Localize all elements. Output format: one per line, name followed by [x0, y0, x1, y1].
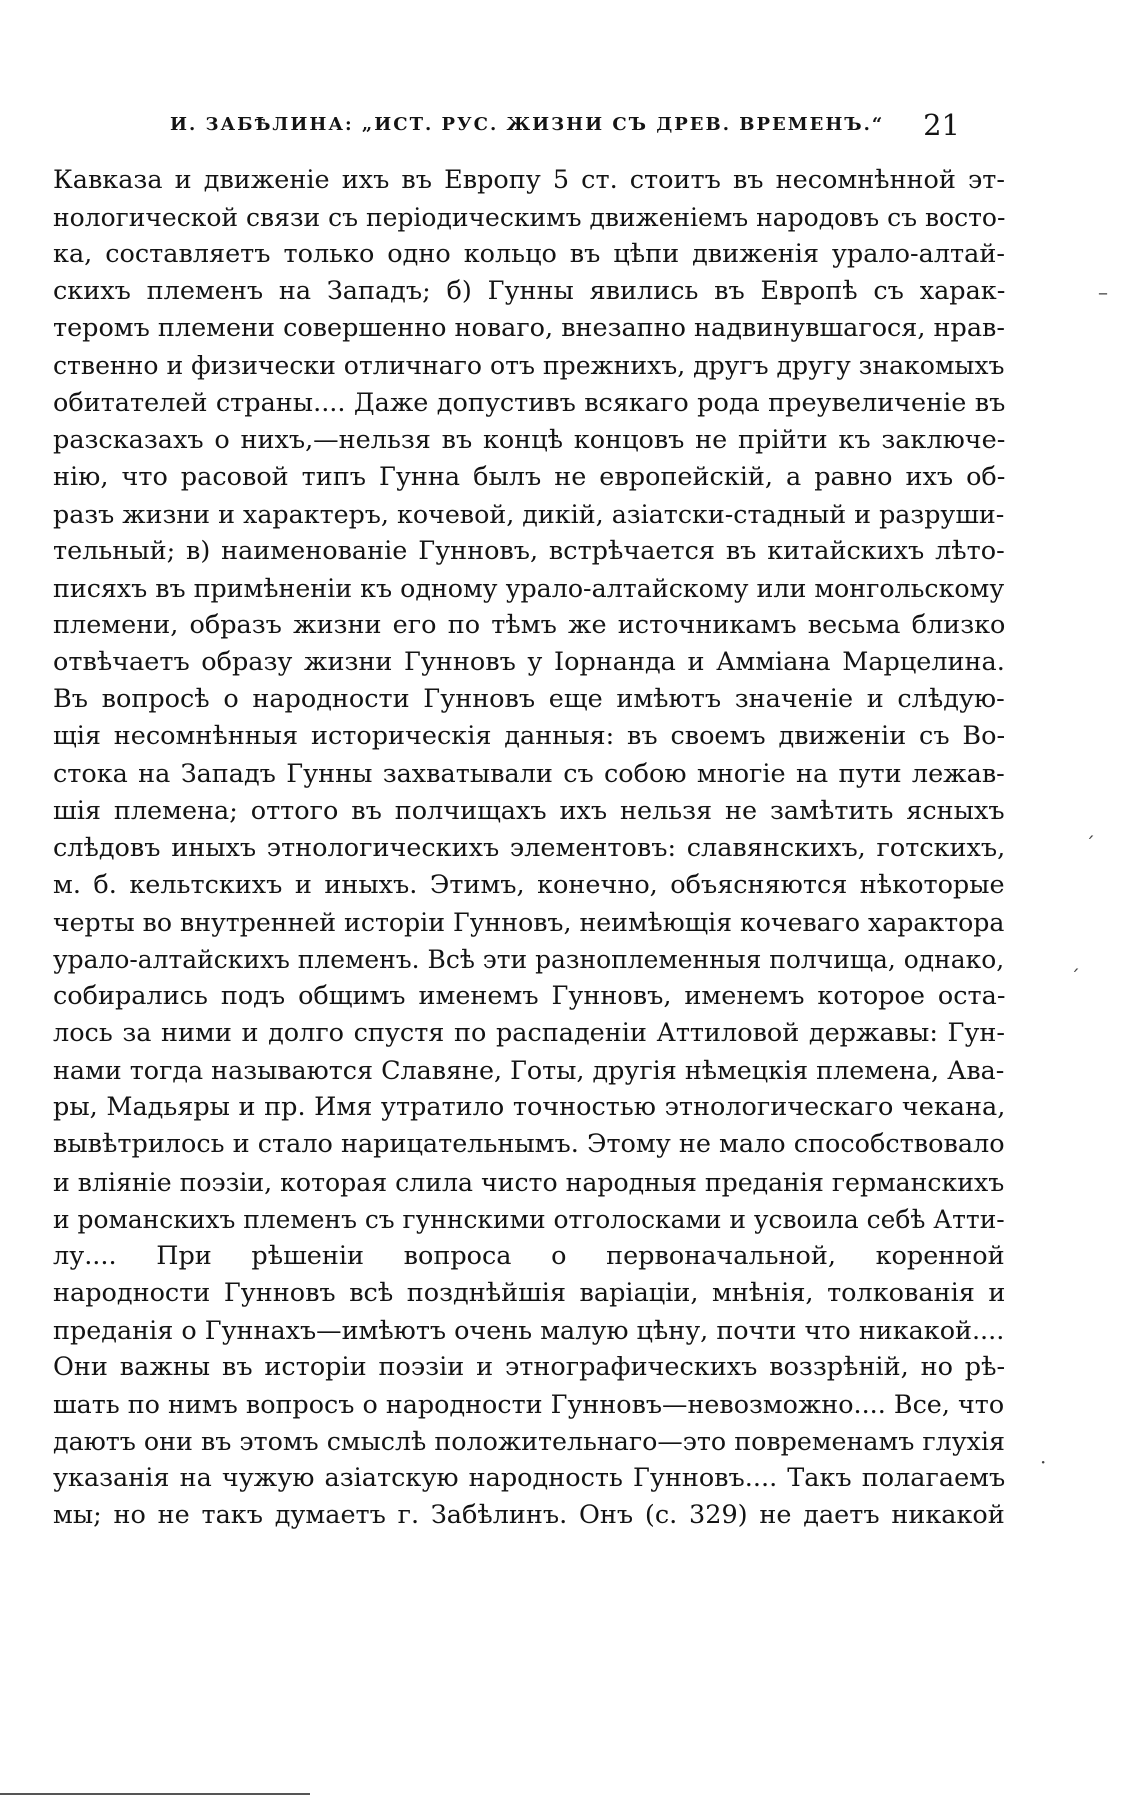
text-line: нологической связи съ періодическимъ движеніемъ народовъ съ восто-: [53, 203, 1006, 233]
text-line: Кавказа и движеніе ихъ въ Европу 5 ст. стоитъ въ несомнѣнной эт-: [53, 165, 1006, 195]
text-line: ка, составляетъ только одно кольцо въ цѣпи движенія урало-алтай-: [53, 239, 1005, 270]
text-line: урало-алтайскихъ племенъ. Всѣ эти разноплеменныя полчища, однако,: [53, 944, 1005, 974]
text-line: слѣдовъ иныхъ этнологическихъ элементовъ: славянскихъ, готскихъ,: [53, 832, 1006, 863]
text-line: щія несомнѣнныя историческія данныя: въ своемъ движеніи съ Во-: [53, 721, 1006, 752]
margin-mark: ˊ: [1085, 832, 1095, 856]
page-body: [53, 162, 1005, 1534]
text-line: мы; но не такъ думаетъ г. Забѣлинъ. Онъ (с. 329) не даетъ никакой: [53, 1500, 1005, 1531]
text-line: отвѣчаетъ образу жизни Гунновъ у Іорнанда и Амміана Марцелина.: [53, 647, 1005, 678]
text-line: даютъ они въ этомъ смыслѣ положительнаго—это повременамъ глухія: [53, 1426, 1005, 1457]
margin-mark: ·: [1040, 1450, 1047, 1474]
text-line: и вліяніе поэзіи, которая слила чисто народныя преданія германскихъ: [53, 1167, 1005, 1197]
text-line: стока на Западъ Гунны захватывали съ собою многіе на пути лежав-: [53, 758, 1005, 789]
text-line: племени, образъ жизни его по тѣмъ же источникамъ весьма близко: [53, 610, 1006, 641]
text-line: тельный; в) наименованіе Гунновъ, встрѣчается въ китайскихъ лѣто-: [53, 535, 1005, 566]
text-line: вывѣтрилось и стало нарицательнымъ. Этому не мало способствовало: [53, 1129, 1005, 1160]
text-line: Они важны въ исторіи поэзіи и этнографическихъ воззрѣній, но рѣ-: [53, 1352, 1006, 1382]
page-edge-rule: [0, 1793, 310, 1795]
running-title: И. ЗАБѢЛИНА: „ИСТ. РУС. ЖИЗНИ СЪ ДРЕВ. ВРЕМЕНЪ.“: [170, 114, 885, 135]
text-line: м. б. кельтскихъ и иныхъ. Этимъ, конечно, объясняются нѣкоторые: [53, 869, 1005, 900]
text-line: собирались подъ общимъ именемъ Гунновъ, именемъ которое оста-: [53, 981, 1006, 1012]
text-line: писяхъ въ примѣненіи къ одному урало-алтайскому или монгольскому: [53, 574, 1005, 604]
text-line: лу.... При рѣшеніи вопроса о первоначальной, коренной: [53, 1240, 1005, 1271]
text-line: черты во внутренней исторіи Гунновъ, неимѣющія кочеваго характора: [53, 907, 1005, 937]
text-line: обитателей страны.... Даже допустивъ всякаго рода преувеличеніе въ: [53, 387, 1006, 418]
text-line: ственно и физически отличнаго отъ прежнихъ, другъ другу знакомыхъ: [53, 351, 1005, 381]
text-line: и романскихъ племенъ съ гуннскими отголосками и усвоила себѣ Атти-: [53, 1204, 1005, 1234]
margin-mark: –: [1098, 280, 1108, 304]
text-line: нію, что расовой типъ Гунна былъ не европейскій, а равно ихъ об-: [53, 461, 1006, 492]
text-line: ры, Мадьяры и пр. Имя утратило точностью этнологическаго чекана,: [53, 1092, 1006, 1123]
text-line: теромъ племени совершенно новаго, внезапно надвинувшагося, нрав-: [53, 313, 1005, 344]
running-header: [170, 108, 960, 148]
page-number: 21: [923, 108, 960, 142]
text-line: лось за ними и долго спустя по распаденіи Аттиловой державы: Гун-: [53, 1018, 1006, 1049]
text-line: народности Гунновъ всѣ позднѣйшія варіаціи, мнѣнія, толкованія и: [53, 1277, 1006, 1308]
text-line: нами тогда называются Славяне, Готы, другія нѣмецкія племена, Ава-: [53, 1055, 1005, 1086]
text-line: шать по нимъ вопросъ о народности Гунновъ—невозможно.... Все, что: [53, 1389, 1005, 1420]
text-line: разъ жизни и характеръ, кочевой, дикій, азіатски-стадный и разруши-: [53, 498, 1005, 529]
text-line: преданія о Гуннахъ—имѣютъ очень малую цѣну, почти что никакой....: [53, 1314, 1005, 1345]
text-line: скихъ племенъ на Западъ; б) Гунны явились въ Европѣ съ харак-: [53, 276, 1006, 307]
text-line: разсказахъ о нихъ,—нельзя въ концѣ концовъ не прійти къ заключе-: [53, 424, 1006, 455]
text-line: Въ вопросѣ о народности Гунновъ еще имѣютъ значеніе и слѣдую-: [53, 684, 1005, 715]
text-line: шія племена; оттого въ полчищахъ ихъ нельзя не замѣтить ясныхъ: [53, 795, 1005, 826]
margin-mark: ˊ: [1070, 965, 1080, 989]
text-line: указанія на чужую азіатскую народность Гунновъ.... Такъ полагаемъ: [53, 1463, 1006, 1494]
